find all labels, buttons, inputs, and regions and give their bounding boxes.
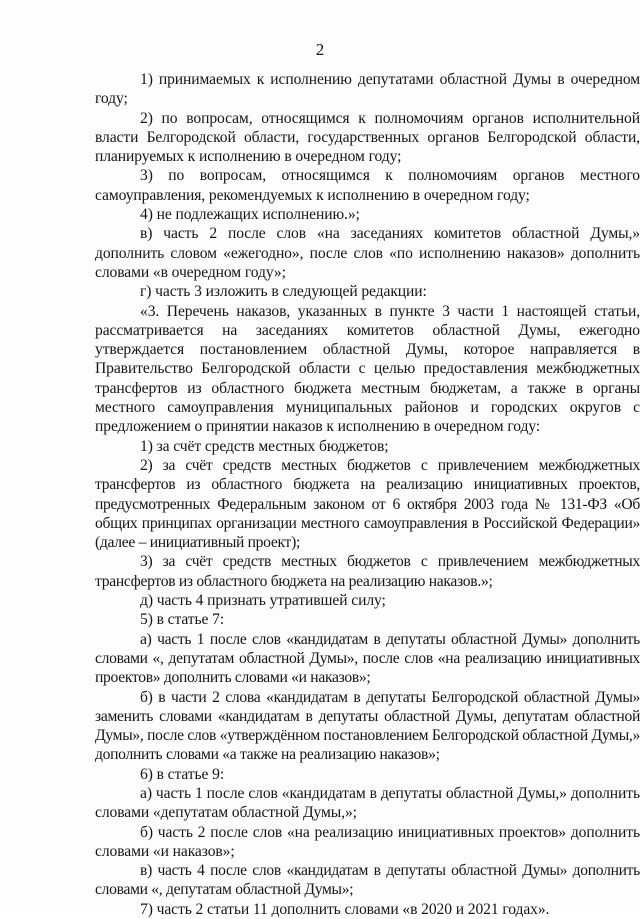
paragraph-article-9-b: б) часть 2 после слов «на реализацию инициативных проектов» дополнить словами «и наказов»; [95, 823, 640, 860]
paragraph-point-2: 2) за счёт средств местных бюджетов с привлечением межбюджетных трансфертов из областного бюджета на реализацию инициативных проектов, предусмотренных Федеральным законом от 6 октября 2003 года № 131-ФЗ «Об общих принципах организации местного самоуправления в Российской Федерации» (далее – инициативный проект); [95, 456, 640, 552]
paragraph-item-1: 1) принимаемых к исполнению депутатами областной Думы в очередном году; [95, 71, 640, 108]
paragraph-item-7: 7) часть 2 статьи 11 дополнить словами «в 2020 и 2021 годах». [140, 900, 550, 918]
paragraph-item-5: 5) в статье 7: [140, 611, 225, 629]
paragraph-new-part-3: «3. Перечень наказов, указанных в пункте 3 части 1 настоящей статьи, рассматривается на заседаниях комитетов областной Думы, ежегодно утверждается постановлением областной Думы, которое направляется в Правительство Белгородской области с целью предоставления межбюджетных трансфертов из областного бюджета местным бюджетам, а также в органы местного самоуправления муниципальных районов и городских округов с предложением о принятии наказов к исполнению в очередном году: [95, 302, 640, 436]
paragraph-subitem-d: д) часть 4 признать утратившей силу; [140, 592, 386, 610]
paragraph-article-9-v: в) часть 4 после слов «кандидатам в депутаты областной Думы» дополнить словами «, депутатам областной Думы»; [95, 862, 640, 899]
paragraph-item-3: 3) по вопросам, относящимся к полномочиям органов местного самоуправления, рекомендуемых к исполнению в очередном году; [95, 167, 640, 204]
paragraph-subitem-v: в) часть 2 после слов «на заседаниях комитетов областной Думы,» дополнить словом «ежегодно», после слов «по исполнению наказов» дополнить словами «в очередном году»; [95, 225, 640, 281]
paragraph-article-7-b: б) в части 2 слова «кандидатам в депутаты Белгородской областной Думы» заменить словами «кандидатам в депутаты областной Думы, депутатам областной Думы», после слов «утверждённом постановлением Белгородской областной Думы,» дополнить словами «а также на реализацию наказов»; [95, 688, 640, 764]
paragraph-point-1: 1) за счёт средств местных бюджетов; [140, 437, 389, 455]
paragraph-item-6: 6) в статье 9: [140, 765, 225, 783]
paragraph-subitem-g: г) часть 3 изложить в следующей редакции: [140, 283, 427, 301]
document-body [95, 70, 640, 919]
paragraph-point-3: 3) за счёт средств местных бюджетов с привлечением межбюджетных трансфертов из областного бюджета на реализацию наказов.»; [95, 553, 640, 590]
paragraph-article-9-a: а) часть 1 после слов «кандидатам в депутаты областной Думы,» дополнить словами «депутатам областной Думы,»; [95, 784, 640, 822]
page-number: 2 [315, 40, 325, 59]
paragraph-item-2: 2) по вопросам, относящимся к полномочиям органов исполнительной власти Белгородской области, государственных органов Белгородской области, планируемых к исполнению в очередном году; [95, 109, 640, 166]
paragraph-item-4: 4) не подлежащих исполнению.»; [140, 206, 360, 224]
paragraph-article-7-a: а) часть 1 после слов «кандидатам в депутаты областной Думы» дополнить словами «, депутатам областной Думы», после слов «на реализацию инициативных проектов» дополнить словами «и наказов»; [95, 630, 640, 687]
